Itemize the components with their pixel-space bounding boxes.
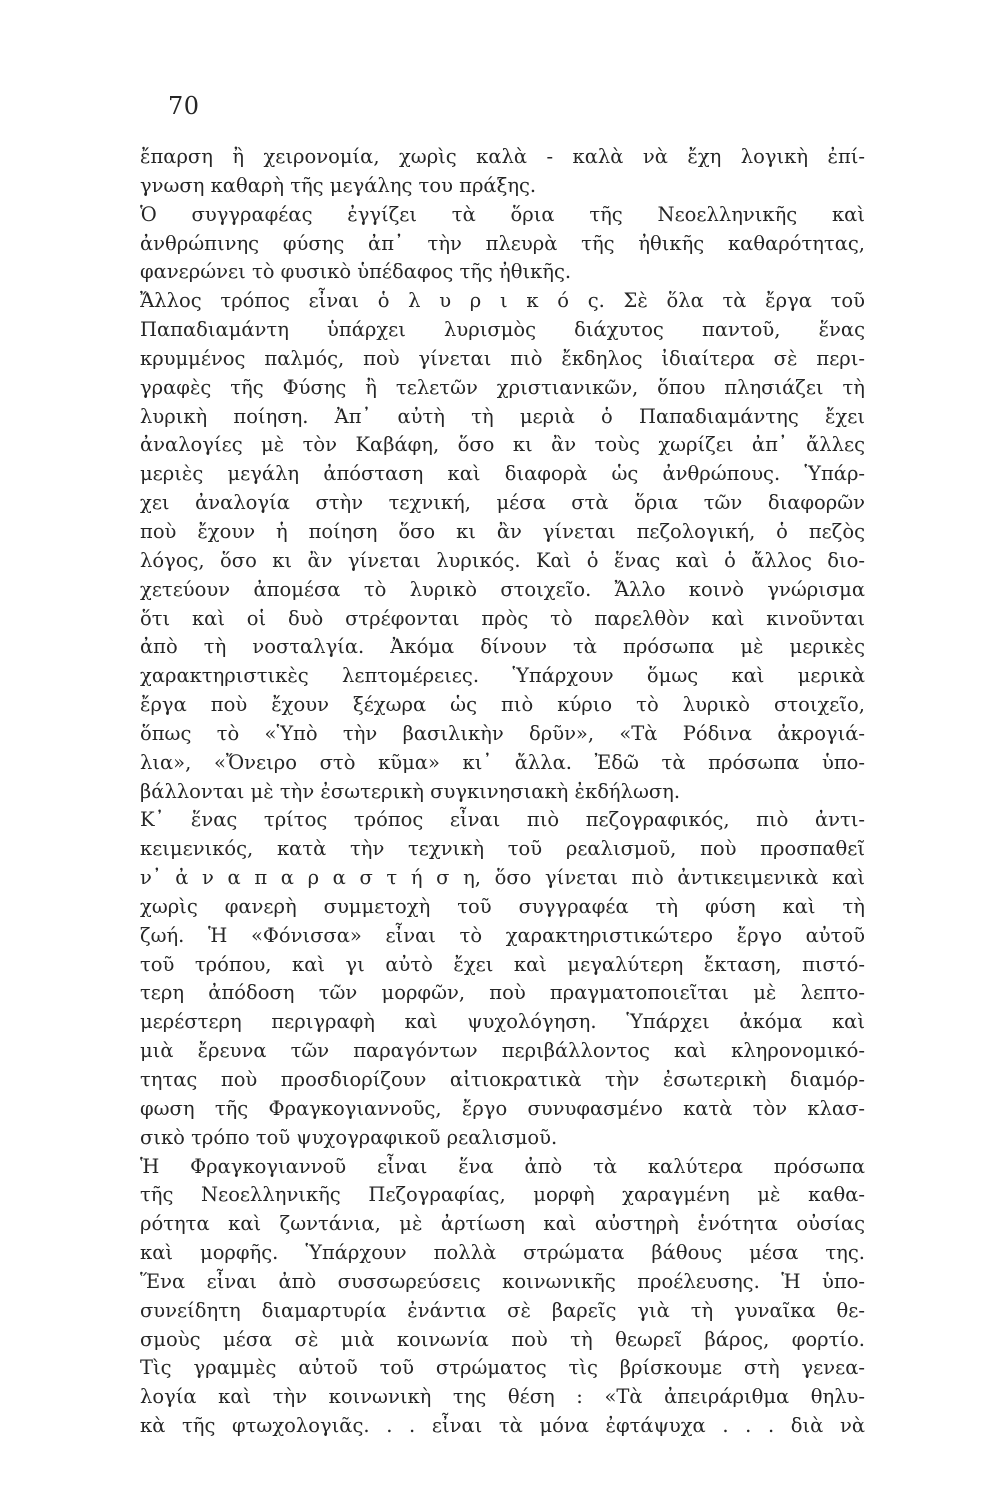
page-number: 70 — [168, 92, 200, 120]
text-line: ἔργα ποὺ ἔχουν ξέχωρα ὡς πιὸ κύριο τὸ λυρικὸ στοιχεῖο, — [140, 693, 865, 717]
text-line: Ἄλλος τρόπος εἶναι ὁ λ υ ρ ι κ ό ς. Σὲ ὅλα τὰ ἔργα τοῦ — [140, 289, 865, 313]
text-line: τῆς Νεοελληνικῆς Πεζογραφίας, μορφὴ χαραγμένη μὲ καθα- — [140, 1183, 865, 1207]
text-line: τερη ἀπόδοση τῶν μορφῶν, ποὺ πραγματοποιεῖται μὲ λεπτο- — [140, 981, 865, 1005]
text-line: γνωση καθαρὴ τῆς μεγάλης του πράξης. — [140, 173, 537, 197]
text-line: χωρὶς φανερὴ συμμετοχὴ τοῦ συγγραφέα τὴ φύση καὶ τὴ — [140, 894, 865, 918]
text-line: ζωή. Ἡ «Φόνισσα» εἶναι τὸ χαρακτηριστικώτερο ἔργο αὐτοῦ — [140, 923, 865, 947]
text-line: λογία καὶ τὴν κοινωνικὴ της θέση : «Τὰ ἀπειράριθμα θηλυ- — [140, 1385, 865, 1409]
text-line: ἀναλογίες μὲ τὸν Καβάφη, ὅσο κι ἂν τοὺς χωρίζει ἀπ᾽ ἄλλες — [140, 433, 865, 457]
text-line: σμοὺς μέσα σὲ μιὰ κοινωνία ποὺ τὴ θεωρεῖ βάρος, φορτίο. — [140, 1327, 865, 1351]
text-line: ἀνθρώπινης φύσης ἀπ᾽ τὴν πλευρὰ τῆς ἠθικῆς καθαρότητας, — [140, 231, 865, 255]
text-line: μιὰ ἔρευνα τῶν παραγόντων περιβάλλοντος καὶ κληρονομικό- — [140, 1039, 865, 1063]
text-line: ν᾽ ἀ ν α π α ρ α σ τ ή σ η, ὅσο γίνεται πιὸ ἀντικειμενικὰ καὶ — [140, 866, 865, 890]
text-line: μερέστερη περιγραφὴ καὶ ψυχολόγηση. Ὑπάρχει ἀκόμα καὶ — [140, 1010, 865, 1034]
text-line: κὰ τῆς φτωχολογιᾶς. . . εἶναι τὰ μόνα ἐφτάψυχα . . . διὰ νὰ — [140, 1414, 865, 1438]
text-line: Ἡ Φραγκογιαννοῦ εἶναι ἕνα ἀπὸ τὰ καλύτερα πρόσωπα — [140, 1154, 865, 1178]
body-text — [140, 143, 865, 1441]
text-line: κειμενικός, κατὰ τὴν τεχνικὴ τοῦ ρεαλισμοῦ, ποὺ προσπαθεῖ — [140, 837, 865, 861]
text-line: Ὁ συγγραφέας ἐγγίζει τὰ ὅρια τῆς Νεοελληνικῆς καὶ — [140, 202, 865, 226]
text-line: Ἕνα εἶναι ἀπὸ συσσωρεύσεις κοινωνικῆς προέλευσης. Ἡ ὑπο- — [140, 1269, 865, 1293]
text-line: φωση τῆς Φραγκογιαννοῦς, ἔργο συνυφασμένο κατὰ τὸν κλασ- — [140, 1096, 865, 1120]
text-line: χαρακτηριστικὲς λεπτομέρειες. Ὑπάρχουν ὅμως καὶ μερικὰ — [140, 664, 865, 688]
text-line: ποὺ ἔχουν ἡ ποίηση ὅσο κι ἂν γίνεται πεζολογική, ὁ πεζὸς — [140, 519, 865, 543]
text-line: ὅπως τὸ «Ὑπὸ τὴν βασιλικὴν δρῦν», «Τὰ Ρόδινα ἀκρογιά- — [140, 721, 865, 745]
text-line: λυρικὴ ποίηση. Ἀπ᾽ αὐτὴ τὴ μεριὰ ὁ Παπαδιαμάντης ἔχει — [140, 404, 865, 428]
text-line: βάλλονται μὲ τὴν ἐσωτερικὴ συγκινησιακὴ ἐκδήλωση. — [140, 779, 681, 803]
text-line: τητας ποὺ προσδιορίζουν αἰτιοκρατικὰ τὴν ἐσωτερικὴ διαμόρ- — [140, 1068, 865, 1091]
text-line: ρότητα καὶ ζωντάνια, μὲ ἀρτίωση καὶ αὐστηρὴ ἑνότητα οὐσίας — [140, 1212, 865, 1236]
text-line: χετεύουν ἀπομέσα τὸ λυρικὸ στοιχεῖο. Ἄλλο κοινὸ γνώρισμα — [140, 577, 865, 601]
text-line: λια», «Ὄνειρο στὸ κῦμα» κι᾽ ἄλλα. Ἐδῶ τὰ πρόσωπα ὑπο- — [140, 750, 865, 774]
text-line: συνείδητη διαμαρτυρία ἐνάντια σὲ βαρεῖς γιὰ τὴ γυναῖκα θε- — [140, 1298, 865, 1322]
text-line: Τὶς γραμμὲς αὐτοῦ τοῦ στρώματος τὶς βρίσκουμε στὴ γενεα- — [140, 1356, 865, 1380]
text-line: κρυμμένος παλμός, ποὺ γίνεται πιὸ ἔκδηλος ἰδιαίτερα σὲ περι- — [140, 346, 865, 370]
text-line: Παπαδιαμάντη ὑπάρχει λυρισμὸς διάχυτος παντοῦ, ἕνας — [140, 318, 865, 342]
text-line: χει ἀναλογία στὴν τεχνική, μέσα στὰ ὅρια τῶν διαφορῶν — [140, 491, 865, 515]
text-line: φανερώνει τὸ φυσικὸ ὑπέδαφος τῆς ἠθικῆς. — [140, 260, 572, 284]
text-line: καὶ μορφῆς. Ὑπάρχουν πολλὰ στρώματα βάθους μέσα της. — [140, 1241, 865, 1265]
text-line: τοῦ τρόπου, καὶ γι αὐτὸ ἔχει καὶ μεγαλύτερη ἔκταση, πιστό- — [140, 952, 865, 976]
text-line: ἀπὸ τὴ νοσταλγία. Ἀκόμα δίνουν τὰ πρόσωπα μὲ μερικὲς — [140, 635, 865, 659]
text-line: μεριὲς μεγάλη ἀπόσταση καὶ διαφορὰ ὡς ἀνθρώπους. Ὑπάρ- — [140, 462, 865, 486]
text-line: ὅτι καὶ οἱ δυὸ στρέφονται πρὸς τὸ παρελθὸν καὶ κινοῦνται — [140, 606, 865, 630]
text-line: γραφὲς τῆς Φύσης ἢ τελετῶν χριστιανικῶν, ὅπου πλησιάζει τὴ — [140, 375, 865, 399]
text-line: Κ᾽ ἕνας τρίτος τρόπος εἶναι πιὸ πεζογραφικός, πιὸ ἀντι- — [140, 808, 865, 832]
text-line: σικὸ τρόπο τοῦ ψυχογραφικοῦ ρεαλισμοῦ. — [140, 1125, 558, 1149]
text-line: λόγος, ὅσο κι ἂν γίνεται λυρικός. Καὶ ὁ ἕνας καὶ ὁ ἄλλος διο- — [140, 548, 865, 572]
text-line: ἔπαρση ἢ χειρονομία, χωρὶς καλὰ - καλὰ νὰ ἔχη λογικὴ ἐπί- — [140, 145, 865, 168]
